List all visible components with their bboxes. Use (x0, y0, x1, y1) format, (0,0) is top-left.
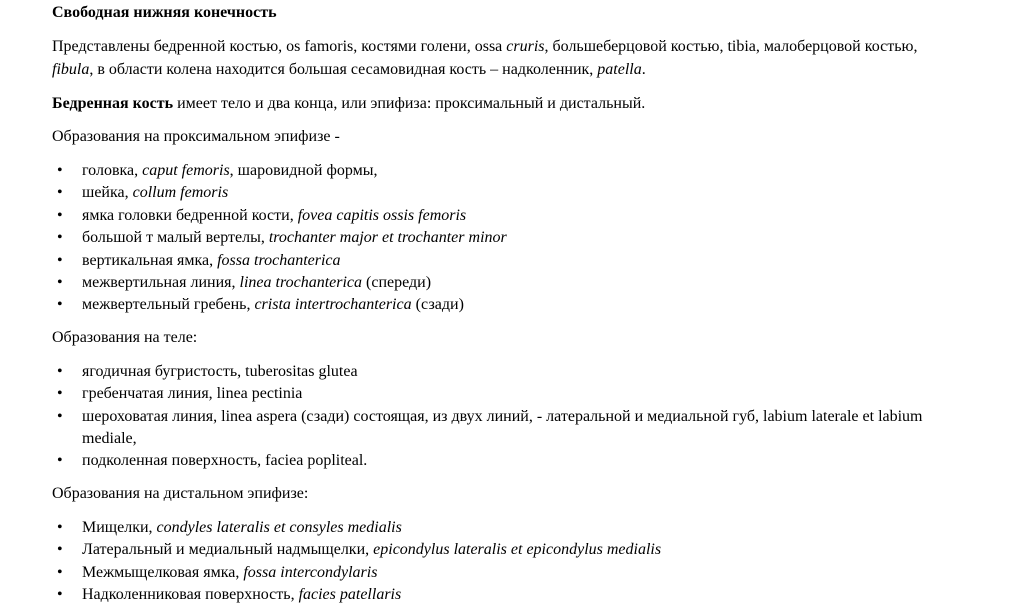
list-item (57, 294, 943, 316)
text-segment: . (641, 61, 646, 78)
text-segment: Латеральный и медиальный надмыщелки, (82, 541, 374, 559)
list-item (57, 450, 943, 472)
distal-epiphysis-list (52, 517, 943, 607)
text-segment: шероховатая линия, linea aspera (сзади) состоящая, из двух линий, - латеральной и медиальной губ, labium laterale et labium mediale, (82, 407, 923, 448)
text-segment: , в области колена находится большая сесамовидная кость – надколенник, (89, 61, 598, 78)
text-segment: patella (597, 61, 642, 78)
page-title: Свободная нижняя конечность (52, 4, 277, 21)
text-segment: подколенная поверхность, faciea popliteal. (82, 452, 368, 470)
text-segment: caput femoris (142, 162, 230, 179)
text-segment: fibula (52, 61, 90, 78)
list-item (57, 160, 943, 182)
list-item (57, 406, 943, 451)
text-segment: epicondylus lateralis et epicondylus medialis (373, 541, 662, 559)
text-segment: вертикальная ямка, (82, 251, 218, 269)
text-segment: fossa trochanterica (217, 251, 341, 269)
text-segment: головка, (82, 162, 143, 179)
list-item (57, 227, 943, 249)
text-segment: гребенчатая линия, linea pectinia (82, 385, 303, 403)
list-item (57, 539, 943, 561)
list-item (57, 205, 943, 227)
text-segment: межвертельный гребень, (82, 296, 255, 314)
text-segment: fovea capitis ossis femoris (297, 206, 467, 224)
femur-paragraph (52, 92, 938, 115)
text-segment: имеет тело и два конца, или эпифиза: проксимальный и дистальный. (173, 95, 646, 112)
list-item (57, 272, 943, 294)
text-segment: (сзади) (411, 296, 464, 314)
text-segment: crista intertrochanterica (254, 296, 412, 314)
proximal-epiphysis-list (52, 160, 943, 317)
text-segment: Представлены бедренной костью, os famoris, костями голени, ossa (52, 38, 507, 55)
body-list (52, 361, 943, 473)
section-title-body: Образования на теле: (52, 328, 198, 346)
text-segment: , большеберцовой костью, tibia, малоберцовой костью, (544, 38, 918, 55)
section-title-distal-epiphysis: Образования на дистальном эпифизе: (52, 484, 309, 502)
text-segment: ягодичная бугристость, tuberositas glutea (82, 362, 358, 380)
list-item (57, 584, 943, 606)
text-segment: большой т малый вертелы, (82, 229, 269, 247)
text-segment: condyles lateralis et consyles medialis (156, 518, 402, 536)
text-segment: шейка, (82, 184, 133, 202)
text-segment: ямка головки бедренной кости, (82, 206, 298, 224)
text-segment: facies patellaris (298, 586, 402, 604)
intro-paragraph (52, 35, 938, 81)
text-segment: (спереди) (362, 274, 432, 292)
section-title-proximal-epiphysis: Образования на проксимальном эпифизе - (52, 128, 340, 145)
text-segment: fossa intercondylaris (243, 563, 378, 581)
text-segment: , шаровидной формы, (229, 162, 378, 179)
text-segment: collum femoris (132, 184, 229, 202)
text-segment: trochanter major et trochanter minor (268, 229, 507, 247)
list-item (57, 383, 943, 405)
list-item (57, 182, 943, 204)
text-segment: cruris (506, 38, 545, 55)
list-item (57, 517, 943, 539)
list-item (57, 361, 943, 383)
list-item (57, 250, 943, 272)
text-segment: Надколенниковая поверхность, (82, 586, 299, 604)
text-segment: межвертильная линия, (82, 274, 240, 292)
text-segment: Межмыщелковая ямка, (82, 563, 244, 581)
list-item (57, 562, 943, 584)
text-segment: linea trochanterica (239, 274, 363, 292)
text-segment: Бедренная кость (52, 95, 174, 112)
text-segment: Мищелки, (82, 518, 157, 536)
